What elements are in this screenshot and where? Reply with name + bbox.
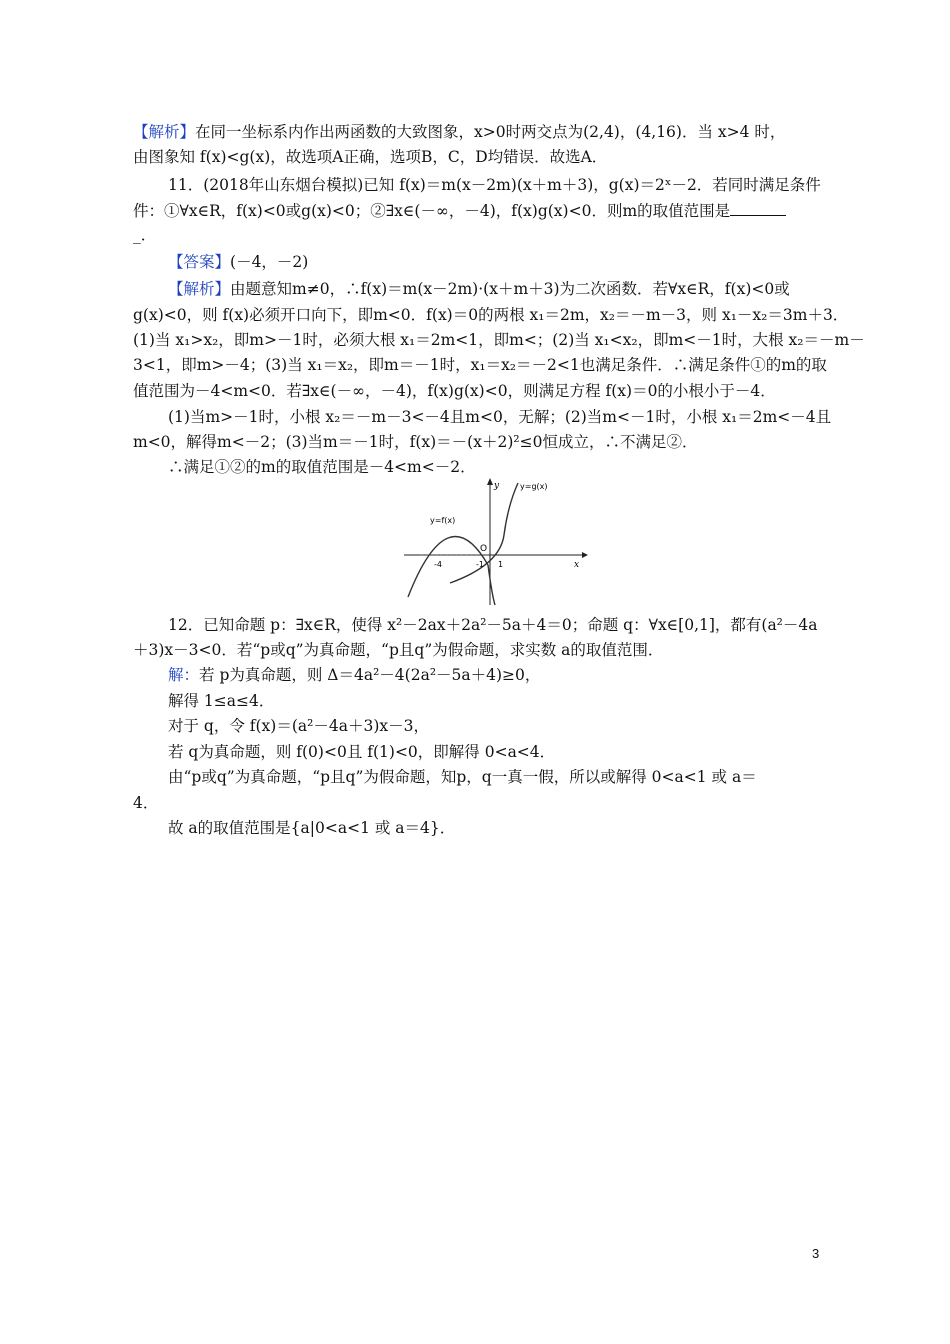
f-curve-tail [488,565,495,605]
text-line: 【解析】由题意知m≠0，∴f(x)＝m(x－2m)·(x＋m＋3)为二次函数．若∀x∈R，f(x)<0或 [168,280,790,298]
text-line: 值范围为－4<m<0．若∃x∈(－∞，－4)，f(x)g(x)<0，则满足方程 f(x)＝0的小根小于－4． [133,382,776,400]
solution-tag: 解： [168,666,200,684]
text-line: 解：若 p为真命题，则 Δ＝4a²－4(2a²－5a＋4)≥0， [168,666,541,684]
question-11: 11．(2018年山东烟台模拟)已知 f(x)＝m(x－2m)(x＋m＋3)，g(x)＝2ˣ－2．若同时满足条件 [168,176,821,194]
function-graph [400,475,590,610]
tick-1: 1 [498,560,504,569]
text-line: 对于 q，令 f(x)＝(a²－4a＋3)x－3， [168,717,429,735]
text-line: 4． [133,794,159,812]
tick-minus4: -4 [434,560,442,569]
answer-tag: 【答案】 [168,253,231,271]
f-label: y=f(x) [430,516,456,525]
text-line: m<0，解得m<－2；(3)当m＝－1时，f(x)＝－(x＋2)²≤0恒成立，∴不满足②． [133,433,698,451]
analysis-tag: 【解析】 [133,123,196,141]
text-line: g(x)<0，则 f(x)必须开口向下，即m<0．f(x)＝0的两根 x₁＝2m，x₂＝－m－3，则 x₁－x₂＝3m＋3． [133,306,849,324]
analysis-tag: 【解析】 [168,280,231,298]
origin-label: O [480,544,488,554]
text-line: 3<1，即m>－4；(3)当 x₁＝x₂，即m＝－1时，x₁＝x₂＝－2<1也满足条件．∴满足条件①的m的取 [133,356,827,374]
text-line: ＋3)x－3<0．若“p或q”为真命题，“p且q”为假命题，求实数 a的取值范围． [133,641,664,659]
answer-line: 【答案】(－4，－2) [168,253,309,271]
g-curve [450,483,518,583]
text-line: (1)当m>－1时，小根 x₂＝－m－3<－4且m<0，无解；(2)当m<－1时，小根 x₁＝2m<－4且 [168,408,832,426]
text-line: ∴满足①②的m的取值范围是－4<m<－2． [168,458,476,476]
text-line: _． [133,226,157,244]
y-axis-arrow [487,478,493,485]
text-line: 由“p或q”为真命题，“p且q”为假命题，知p，q一真一假，所以或解得 0<a<1 或 a＝ [168,768,757,786]
text-line: 【解析】在同一坐标系内作出两函数的大致图象，x>0时两交点为(2,4)，(4,16)．当 x>4 时， [133,123,786,141]
x-axis-arrow [582,552,588,558]
x-label: x [574,560,580,570]
text-line: 故 a的取值范围是{a|0<a<1 或 a＝4}． [168,819,456,837]
g-label: y=g(x) [520,482,548,491]
text-line: (1)当 x₁>x₂，即m>－1时，必须大根 x₁＝2m<1，即m<；(2)当 x₁<x₂，即m<－1时，大根 x₂＝－m－ [133,331,865,349]
y-label: y [494,481,500,491]
text-line: 若 q为真命题，则 f(0)<0且 f(1)<0，即解得 0<a<4． [168,743,556,761]
answer-blank [730,201,786,216]
question-12: 12．已知命题 p：∃x∈R，使得 x²－2ax＋2a²－5a＋4＝0；命题 q：∀x∈[0,1]，都有(a²－4a [168,616,818,634]
tick-minus1: -1 [476,560,484,569]
text-line: 件：①∀x∈R，f(x)<0或g(x)<0；②∃x∈(－∞，－4)，f(x)g(x)<0．则m的取值范围是 [133,199,823,223]
text-line: 由图象知 f(x)<g(x)，故选项A正确，选项B，C，D均错误．故选A． [133,148,608,166]
text-line: 解得 1≤a≤4． [168,692,275,710]
page-number: 3 [812,1246,820,1261]
